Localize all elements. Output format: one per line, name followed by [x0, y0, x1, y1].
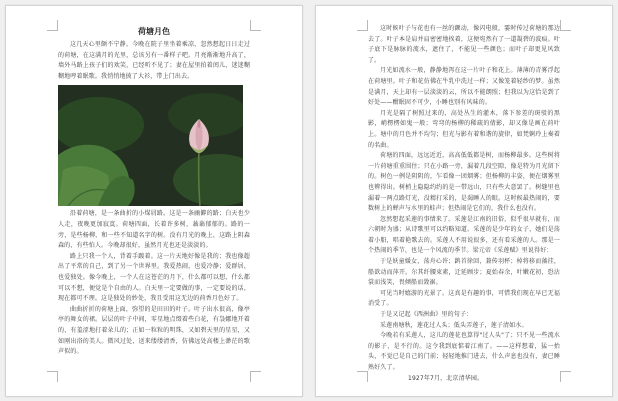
paragraph: 月光是隔了树照过来的，高处丛生的灌木，落下参差的斑驳的黑影，峭楞楞如鬼一般；弯弯的杨柳的稀疏的倩影，却又像是画在荷叶上。塘中的月色并不均匀；但光与影有着和谐的旋律，如梵婀玲上奏着的名曲。 [368, 109, 560, 149]
margin-corner-mark [560, 371, 571, 382]
paragraph: 曲曲折折的荷塘上面，弥望的是田田的叶子。叶子出水很高，像亭亭的舞女的裙。层层的叶子中间，零星地点缀着些白花，有袅娜地开着的，有羞涩地打着朵儿的；正如一粒粒的明珠，又如碧天里的星星，又如刚出浴的美人。微风过处，送来缕缕清香，仿佛远处高楼上渺茫的歌声似的。 [58, 305, 250, 356]
signature-date: 1927年7月，北京清华园。 [408, 374, 484, 382]
document-title: 荷塘月色 [138, 27, 170, 36]
margin-corner-mark [250, 20, 261, 31]
paragraph: 今晚若有采莲人，这儿的莲花也算得"过人头"了；只不见一些流水的影子，是不行的。这令我到底惦着江南了。——这样想着，猛一抬头，不觉已是自己的门前；轻轻地推门进去，什么声息也没有，妻已睡熟好久了。 [368, 332, 560, 371]
page-body [368, 24, 560, 384]
paragraph: 这时候叶子与花也有一丝的颤动，像闪电般，霎时传过荷塘的那边去了。叶子本是肩并肩密密地挨着，这便宛然有了一道凝碧的波痕。叶子底下是脉脉的流水，遮住了，不能见一些颜色；而叶子却更见风致了。 [368, 25, 560, 64]
document-page-left [5, 5, 303, 397]
page-body [58, 26, 250, 358]
margin-corner-mark [560, 20, 571, 31]
paragraph: 沿着荷塘，是一条曲折的小煤屑路。这是一条幽僻的路；白天也少人走，夜晚更加寂寞。荷塘四面，长着许多树，蓊蓊郁郁的。路的一旁，是些杨柳，和一些不知道名字的树。没有月光的晚上，这路上阴森森的，有些怕人。今晚却很好，虽然月光也还是淡淡的。 [58, 210, 250, 250]
paragraph-quote: 于是妖童媛女，荡舟心许；鹢首徐回，兼传羽杯；棹将移而藻挂，船欲动而萍开。尔其纤腰束素，迁延顾步；夏始春余，叶嫩花初，恐沾裳而浅笑，畏倾船而敛裾。 [368, 258, 560, 287]
margin-corner-mark [47, 20, 58, 31]
paragraph: 路上只我一个人，背着手踱着。这一片天地好像是我的；我也像超出了平常的自己，到了另一个世界里。我爱热闹，也爱冷静；爱群居，也爱独处。像今晚上，一个人在这苍茫的月下，什么都可以想，什么都可以不想，便觉是个自由的人。白天里一定要做的事，一定要说的话，现在都可不理。这是独处的妙处，我且受用这无边的荷香月色好了。 [58, 252, 250, 303]
margin-corner-mark [250, 371, 261, 382]
paragraph: 这几天心里颇不宁静。今晚在院子里坐着乘凉，忽然想起日日走过的荷塘，在这满月的光里，总该另有一番样子吧。月亮渐渐地升高了，墙外马路上孩子们的欢笑，已经听不见了；妻在屋里拍着闰儿，迷迷糊糊地哼着眠歌。我悄悄地披了大衫，带上门出去。 [58, 41, 250, 80]
paragraph: 荷塘的四面，远远近近，高高低低都是树，而杨柳最多。这些树将一片荷塘重重围住；只在小路一旁，漏着几段空隙，像是特为月光留下的。树色一例是阴阴的，乍看像一团烟雾；但杨柳的丰姿，便在烟雾里也辨得出。树梢上隐隐约约的是一带远山，只有些大意罢了。树缝里也漏着一两点路灯光，没精打采的，是渴睡人的眼。这时候最热闹的，要数树上的蝉声与水里的蛙声；但热闹是它们的，我什么也没有。 [368, 152, 560, 213]
paragraph: 可见当时嬉游的光景了。这真是有趣的事，可惜我们现在早已无福消受了。 [368, 289, 560, 308]
margin-corner-mark [357, 20, 368, 31]
lotus-photo [58, 85, 243, 206]
paragraph: 月光如流水一般，静静地泻在这一片叶子和花上。薄薄的青雾浮起在荷塘里。叶子和花仿佛在牛乳中洗过一样；又像笼着轻纱的梦。虽然是满月，天上却有一层淡淡的云，所以不能朗照；但我以为这恰是到了好处——酣眠固不可少，小睡也别有风味的。 [368, 67, 560, 107]
margin-corner-mark [47, 371, 58, 382]
margin-corner-mark [357, 371, 368, 382]
paragraph: 于是又记起《西洲曲》里的句子： [380, 311, 473, 319]
document-page-right [315, 5, 613, 397]
paragraph: 忽然想起采莲的事情来了。采莲是江南的旧俗，似乎很早就有，而六朝时为盛；从诗歌里可以约略知道。采莲的是少年的女子，她们是荡着小船，唱着艳歌去的。采莲人不用说很多，还有看采莲的人。那是一个热闹的季节，也是一个风流的季节。梁元帝《采莲赋》里说得好： [368, 215, 560, 255]
paragraph-quote: 采莲南塘秋，莲花过人头；低头弄莲子，莲子清如水。 [380, 321, 528, 329]
